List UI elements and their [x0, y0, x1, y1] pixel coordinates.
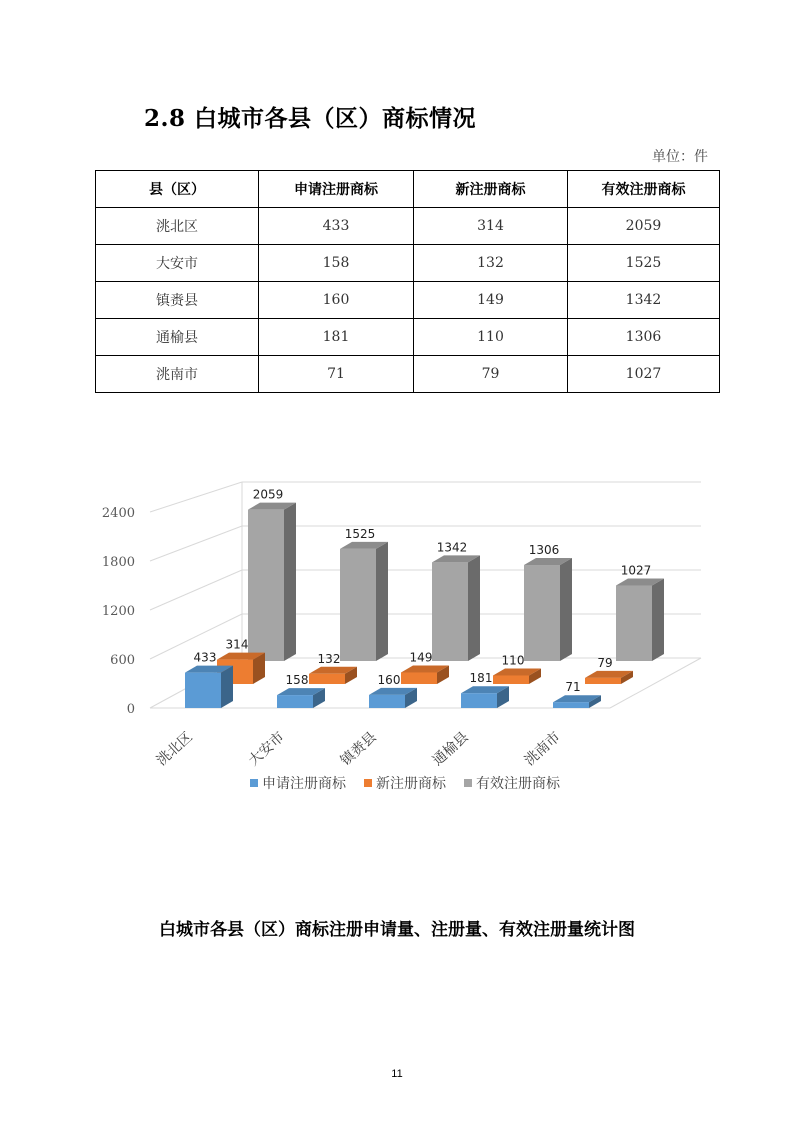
table-cell: 通榆县 — [96, 319, 259, 356]
gridline — [150, 570, 242, 610]
y-tick-label: 2400 — [101, 506, 135, 521]
section-heading: 2.8 白城市各县（区）商标情况 — [144, 105, 477, 132]
column-header: 新注册商标 — [414, 171, 568, 208]
table-cell: 181 — [259, 319, 414, 356]
table-row — [96, 208, 720, 245]
data-label: 2059 — [252, 487, 284, 502]
column-header: 申请注册商标 — [259, 171, 414, 208]
table-cell: 1027 — [568, 356, 720, 393]
page-number: 11 — [391, 1068, 403, 1080]
table-cell: 大安市 — [96, 245, 259, 282]
table-row — [96, 356, 720, 393]
table-cell: 149 — [414, 282, 568, 319]
legend-swatch — [464, 779, 472, 787]
bar — [340, 549, 376, 661]
trademark-table — [95, 170, 720, 393]
column-header: 县（区） — [96, 171, 259, 208]
bar — [493, 675, 529, 684]
y-tick-label: 1200 — [101, 604, 135, 619]
data-label: 1027 — [620, 563, 652, 578]
table-cell: 158 — [259, 245, 414, 282]
data-label: 160 — [377, 672, 401, 687]
column-header: 有效注册商标 — [568, 171, 720, 208]
table-cell: 镇赉县 — [96, 282, 259, 319]
x-tick-label: 洮南市 — [521, 729, 564, 770]
table-cell: 1306 — [568, 319, 720, 356]
table-row — [96, 245, 720, 282]
bar — [248, 510, 284, 661]
data-label: 1525 — [344, 526, 376, 541]
bar — [309, 674, 345, 684]
bar — [185, 673, 221, 708]
bar — [401, 672, 437, 684]
legend-swatch — [364, 779, 372, 787]
data-label: 71 — [565, 680, 581, 695]
bar-side — [284, 503, 296, 661]
table-cell: 433 — [259, 208, 414, 245]
data-label: 1306 — [528, 543, 560, 558]
data-label: 132 — [317, 651, 341, 666]
bar — [432, 562, 468, 661]
bar-side — [221, 666, 233, 708]
bar — [616, 586, 652, 661]
bar — [553, 702, 589, 708]
table-cell: 2059 — [568, 208, 720, 245]
table-row — [96, 319, 720, 356]
bar-side — [376, 542, 388, 661]
data-label: 1342 — [436, 540, 468, 555]
data-label: 110 — [501, 653, 525, 668]
bar-side — [468, 555, 480, 661]
table-cell: 洮南市 — [96, 356, 259, 393]
table-row — [96, 282, 720, 319]
y-tick-label: 0 — [126, 702, 135, 717]
data-label: 314 — [225, 637, 249, 652]
data-label: 158 — [285, 673, 309, 688]
bar — [585, 678, 621, 684]
table-cell: 1342 — [568, 282, 720, 319]
gridline — [150, 526, 242, 561]
table-cell: 160 — [259, 282, 414, 319]
bar — [369, 695, 405, 708]
data-label: 433 — [193, 650, 217, 665]
table-cell: 1525 — [568, 245, 720, 282]
legend-label: 有效注册商标 — [476, 776, 560, 792]
x-tick-label: 通榆县 — [429, 729, 472, 770]
table-header-row — [96, 171, 720, 208]
bar — [461, 693, 497, 708]
data-label: 149 — [409, 650, 433, 665]
table-cell: 79 — [414, 356, 568, 393]
table-cell: 71 — [259, 356, 414, 393]
x-tick-label: 镇赉县 — [337, 729, 380, 770]
bar — [524, 565, 560, 661]
bar — [277, 695, 313, 708]
gridline — [150, 482, 242, 512]
table-cell: 314 — [414, 208, 568, 245]
legend-label: 新注册商标 — [376, 776, 446, 792]
x-tick-label: 洮北区 — [153, 729, 196, 770]
table-cell: 110 — [414, 319, 568, 356]
table-cell: 洮北区 — [96, 208, 259, 245]
unit-label: 单位：件 — [652, 149, 708, 165]
chart-caption: 白城市各县（区）商标注册申请量、注册量、有效注册量统计图 — [159, 920, 635, 940]
bar-side — [560, 558, 572, 661]
trademark-3d-bar-chart — [95, 470, 705, 840]
x-tick-label: 大安市 — [245, 729, 288, 770]
bar-side — [652, 579, 664, 661]
table-cell: 132 — [414, 245, 568, 282]
y-tick-label: 600 — [110, 653, 135, 668]
data-label: 79 — [597, 655, 613, 670]
y-tick-label: 1800 — [101, 555, 135, 570]
legend-label: 申请注册商标 — [262, 776, 346, 792]
floor-edge — [610, 658, 701, 708]
data-label: 181 — [469, 671, 493, 686]
legend-swatch — [250, 779, 258, 787]
